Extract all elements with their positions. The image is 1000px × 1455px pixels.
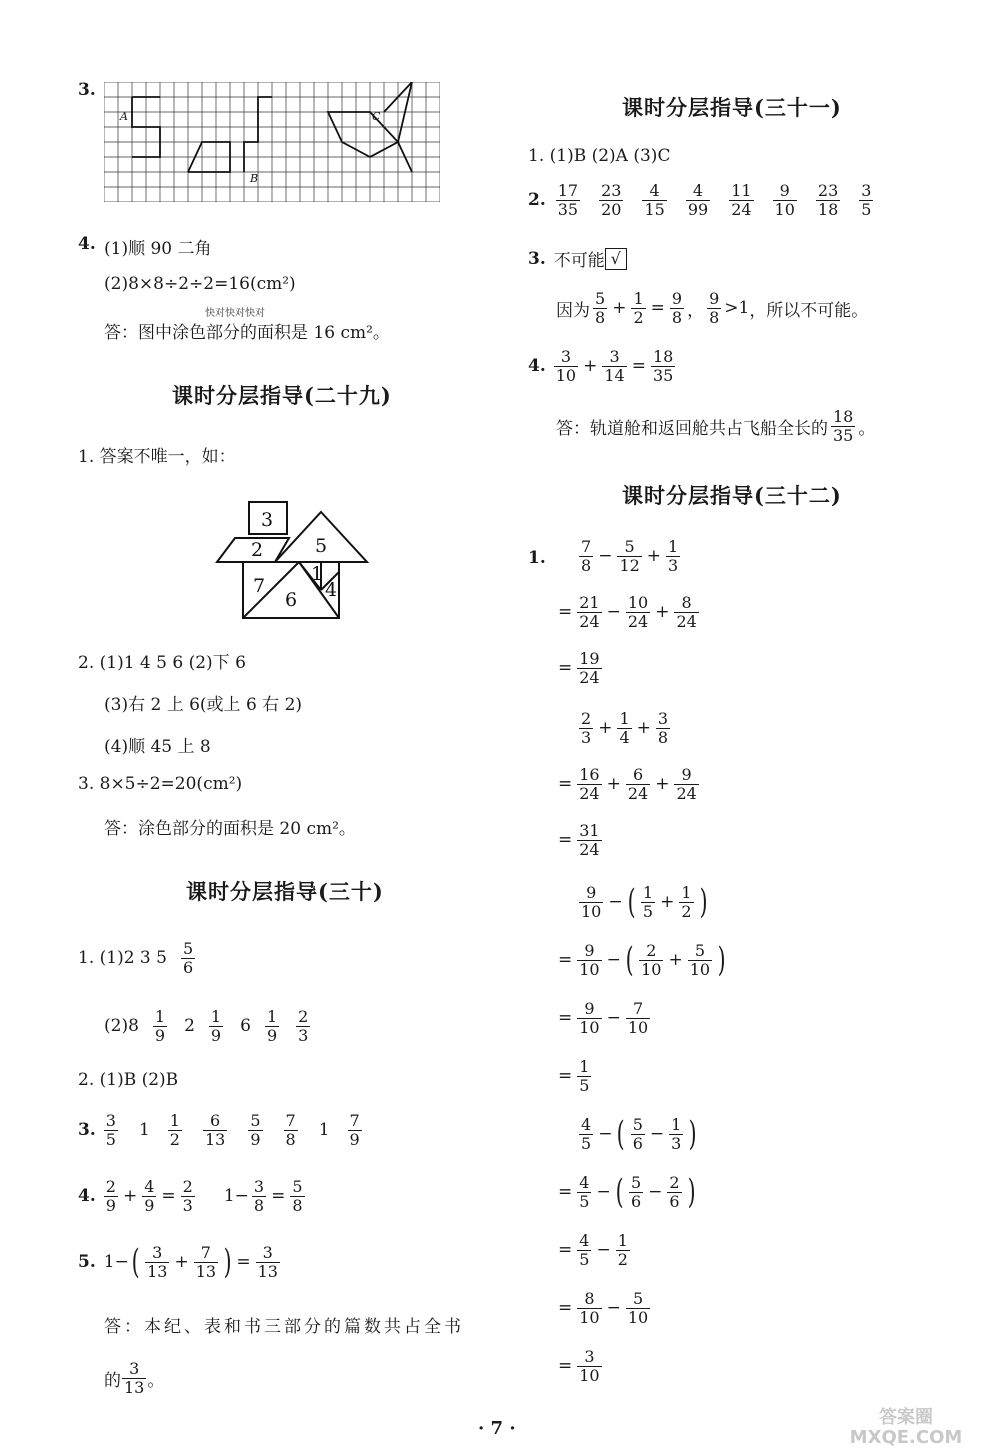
section-31-header: 课时分层指导(三十一) — [622, 95, 842, 120]
operator: = — [161, 1186, 176, 1207]
s30-q1-2-lead: (2)8 — [104, 1016, 139, 1037]
s32-step — [576, 710, 673, 746]
operator: − — [606, 602, 621, 623]
s30-q1-2-num: 2 — [184, 1016, 195, 1037]
fraction: $\frac{6}{13}$ — [204, 1111, 226, 1149]
operator: + — [606, 774, 621, 795]
fraction: $\frac{2}{3}$ — [298, 1007, 309, 1045]
watermark-logo: 答案圈 MXQE.COM — [849, 1407, 963, 1448]
operator: = — [558, 1008, 573, 1029]
operator: + — [668, 950, 683, 971]
s32-q1-label: 1. — [528, 548, 546, 568]
fraction: $\frac{19}{24}$ — [579, 649, 600, 687]
s29-q2-3: (3)右 2 上 6(或上 6 右 2) — [104, 695, 303, 715]
fraction: $\frac{9}{10}$ — [579, 941, 600, 979]
s32-step — [576, 538, 683, 574]
s31-q3-gt: >1 — [724, 298, 750, 319]
operator: = — [558, 1066, 573, 1087]
grid-label-a: A — [120, 110, 128, 123]
operator: + — [646, 546, 662, 567]
fraction: $\frac{9}{10}$ — [579, 999, 600, 1037]
grid-label-b: B — [250, 172, 259, 185]
operator: + — [583, 356, 598, 377]
fraction: $\frac{9}{8}$ — [709, 289, 720, 327]
fraction: $\frac{1}{2}$ — [169, 1111, 180, 1149]
s31-q1: 1. (1)B (2)A (3)C — [528, 146, 671, 166]
paren: ) — [223, 1242, 232, 1283]
fraction: $\frac{23}{18}$ — [817, 181, 839, 219]
fraction: $\frac{2}{10}$ — [641, 941, 662, 979]
s32-step — [556, 1000, 653, 1036]
s29-q2-4: (4)顺 45 上 8 — [104, 737, 211, 757]
s31-q4-label: 4. — [528, 356, 546, 377]
s32-step — [556, 1348, 605, 1384]
fraction: $\frac{1}{5}$ — [579, 1057, 590, 1095]
tangram-piece-1: 1 — [311, 563, 324, 585]
fraction: $\frac{21}{24}$ — [579, 593, 600, 631]
fraction: $\frac{4}{5}$ — [581, 1115, 592, 1153]
paren: ) — [687, 1172, 696, 1213]
paren: ) — [688, 1114, 697, 1155]
fraction: $\frac{3}{13}$ — [257, 1243, 278, 1281]
fraction: $\frac{1}{4}$ — [619, 709, 630, 747]
fraction: $\frac{4}{15}$ — [644, 181, 665, 219]
s31-q2-label: 2. — [528, 190, 546, 211]
operator: + — [655, 602, 670, 623]
fraction: $\frac{6}{24}$ — [627, 765, 649, 803]
fraction: $\frac{1}{2}$ — [633, 289, 644, 327]
fraction: $\frac{3}{13}$ — [147, 1243, 168, 1281]
fraction: $\frac{7}{8}$ — [581, 537, 592, 575]
operator: − — [596, 1182, 611, 1203]
fraction: $\frac{5}{8}$ — [292, 1177, 303, 1215]
operator: + — [612, 298, 627, 319]
s31-q3-label: 3. — [528, 248, 546, 269]
s31-q4 — [528, 348, 678, 384]
fraction: $\frac{1}{2}$ — [617, 1231, 628, 1269]
s32-step — [556, 1232, 633, 1268]
fraction: $\frac{5}{8}$ — [595, 289, 606, 327]
operator: − — [606, 1008, 621, 1029]
question-3-label: 3. — [78, 80, 96, 100]
question-4-label: 4. — [78, 234, 96, 254]
operator: = — [236, 1252, 251, 1273]
fraction: $\frac{11}{24}$ — [731, 181, 752, 219]
operator: = — [558, 1356, 573, 1377]
paren: ( — [617, 1114, 626, 1155]
fraction: $\frac{2}{9}$ — [105, 1177, 116, 1215]
fraction: $\frac{1}{9}$ — [266, 1007, 278, 1045]
fraction: $\frac{18}{35}$ — [833, 407, 854, 445]
fraction: $\frac{9}{10}$ — [774, 181, 795, 219]
q4-line2: (2)8×8÷2÷2=16(cm²) — [104, 274, 296, 294]
paren: ) — [717, 940, 726, 981]
fraction: $\frac{5}{6}$ — [630, 1173, 642, 1211]
s31-q3-reason-mid: ， — [687, 300, 705, 321]
tangram-piece-3: 3 — [261, 509, 274, 531]
s30-q5-answer-b — [104, 1360, 164, 1396]
fraction: $\frac{3}{10}$ — [579, 1347, 600, 1385]
s31-q4-answer — [556, 408, 875, 444]
fraction: $\frac{1}{9}$ — [154, 1007, 166, 1045]
paren: ( — [131, 1242, 140, 1283]
grid-figure — [104, 82, 440, 202]
operator: = — [558, 1298, 573, 1319]
fraction: $\frac{5}{10}$ — [689, 941, 711, 979]
fraction: $\frac{18}{35}$ — [652, 347, 674, 385]
fraction: $\frac{7}{9}$ — [349, 1111, 360, 1149]
fraction: $\frac{9}{8}$ — [671, 289, 683, 327]
s32-step — [556, 650, 605, 686]
s31-q3 — [528, 246, 627, 271]
operator: − — [596, 1240, 611, 1261]
fraction: $\frac{4}{99}$ — [687, 181, 709, 219]
check-icon: √ — [605, 248, 627, 270]
s30-q4-eq2-lead: 1− — [223, 1186, 249, 1207]
operator: − — [648, 1182, 663, 1203]
operator: − — [606, 950, 621, 971]
fraction: $\frac{5}{9}$ — [250, 1111, 261, 1149]
s32-step — [556, 1290, 653, 1326]
s30-q1-1 — [78, 940, 198, 976]
tangram-piece-5: 5 — [315, 535, 328, 557]
fraction: $\frac{7}{8}$ — [285, 1111, 296, 1149]
fraction: $\frac{5}{12}$ — [619, 537, 640, 575]
tangram-piece-2: 2 — [251, 539, 264, 561]
s32-step — [556, 1058, 594, 1094]
s32-step — [576, 1114, 700, 1155]
s31-q2 — [528, 182, 876, 218]
fraction: $\frac{1}{3}$ — [671, 1115, 682, 1153]
section-32-header: 课时分层指导(三十二) — [622, 483, 842, 508]
s30-q4-label: 4. — [78, 1186, 96, 1207]
s30-q1-2-num: 6 — [240, 1016, 251, 1037]
s31-q3-reason — [556, 290, 868, 326]
operator: = — [271, 1186, 286, 1207]
q4-answer: 答：图中涂色部分的面积是 16 cm²。 — [104, 323, 390, 343]
fraction: $\frac{23}{20}$ — [601, 181, 622, 219]
operator: − — [598, 546, 613, 567]
s30-q5-label: 5. — [78, 1252, 96, 1273]
fraction: $\frac{17}{35}$ — [557, 181, 579, 219]
s32-step — [556, 822, 605, 858]
s31-q4-answer-text: 答：轨道舱和返回舱共占飞船全长的 — [556, 418, 828, 439]
page-number: · 7 · — [478, 1418, 516, 1439]
s31-q3-reason-pre: 因为 — [556, 300, 590, 321]
s32-step — [556, 940, 728, 981]
s30-q3-int: 1 — [138, 1120, 150, 1141]
operator: = — [558, 1240, 573, 1261]
s30-q2: 2. (1)B (2)B — [78, 1070, 179, 1090]
operator: + — [598, 718, 613, 739]
fraction: $\frac{16}{24}$ — [579, 765, 600, 803]
operator: = — [558, 602, 573, 623]
tangram-house — [215, 500, 375, 625]
s29-q1: 1. 答案不唯一，如： — [78, 447, 236, 467]
paren: ) — [699, 882, 708, 923]
operator: = — [558, 658, 573, 679]
operator: + — [122, 1186, 138, 1207]
fraction: $\frac{3}{8}$ — [253, 1177, 265, 1215]
s29-q3: 3. 8×5÷2=20(cm²) — [78, 774, 243, 794]
fraction: $\frac{5}{10}$ — [627, 1289, 649, 1327]
fraction: $\frac{3}{10}$ — [555, 347, 577, 385]
fraction: $\frac{1}{5}$ — [642, 883, 654, 921]
paren: ( — [615, 1172, 624, 1213]
operator: = — [558, 1182, 573, 1203]
fraction: $\frac{9}{10}$ — [581, 883, 602, 921]
s30-q1-2 — [104, 1008, 313, 1044]
s32-step — [556, 594, 702, 630]
s32-step — [556, 1172, 698, 1213]
fraction: $\frac{5}{6}$ — [632, 1115, 643, 1153]
operator: − — [608, 892, 623, 913]
s32-step — [556, 766, 702, 802]
tangram-piece-4: 4 — [325, 579, 338, 601]
fraction: $\frac{2}{3}$ — [182, 1177, 193, 1215]
fraction: $\frac{31}{24}$ — [579, 821, 600, 859]
s30-q3-label: 3. — [78, 1120, 96, 1141]
q4-scribble: 快对快对快对 — [205, 308, 265, 319]
s29-q3-answer: 答：涂色部分的面积是 20 cm²。 — [104, 819, 356, 839]
paren: ( — [625, 940, 634, 981]
operator: − — [606, 1298, 621, 1319]
section-29-header: 课时分层指导(二十九) — [172, 383, 392, 408]
operator: + — [655, 774, 670, 795]
tangram-piece-6: 6 — [285, 589, 298, 611]
fraction: $\frac{8}{24}$ — [676, 593, 697, 631]
s30-q3-int: 1 — [318, 1120, 330, 1141]
fraction: $\frac{2}{3}$ — [581, 709, 592, 747]
operator: = — [558, 774, 573, 795]
fraction: $\frac{3}{5}$ — [105, 1111, 116, 1149]
s32-step — [576, 882, 710, 923]
section-30-header: 课时分层指导(三十) — [186, 879, 384, 904]
s30-q5 — [78, 1242, 283, 1283]
q4-line1: (1)顺 90 二角 — [104, 239, 212, 259]
fraction: $\frac{9}{24}$ — [676, 765, 697, 803]
s30-q1-1-text: 1. (1)2 3 5 — [78, 948, 167, 969]
operator: − — [649, 1124, 665, 1145]
s31-q3-text: 不可能 — [553, 251, 605, 271]
fraction: $\frac{4}{5}$ — [579, 1231, 590, 1269]
s30-q5-answer-b-post: 。 — [147, 1370, 165, 1391]
fraction: $\frac{4}{5}$ — [579, 1173, 590, 1211]
operator: = — [631, 356, 646, 377]
s29-q2-1: 2. (1)1 4 5 6 (2)下 6 — [78, 653, 246, 673]
fraction: $\frac{1}{3}$ — [668, 537, 679, 575]
s30-q5-lead: 1− — [103, 1252, 129, 1273]
fraction: $\frac{5}{6}$ — [182, 939, 194, 977]
fraction: $\frac{2}{6}$ — [669, 1173, 680, 1211]
operator: + — [174, 1252, 189, 1273]
fraction: $\frac{3}{5}$ — [861, 181, 872, 219]
fraction: $\frac{3}{8}$ — [657, 709, 669, 747]
s30-q5-answer-a: 答：本纪、表和书三部分的篇数共占全书 — [104, 1317, 464, 1337]
fraction: $\frac{7}{13}$ — [195, 1243, 217, 1281]
s31-q4-answer-end: 。 — [858, 418, 876, 439]
operator: = — [650, 298, 665, 319]
paren: ( — [627, 882, 636, 923]
fraction: $\frac{10}{24}$ — [627, 593, 649, 631]
operator: = — [558, 950, 573, 971]
fraction: $\frac{7}{10}$ — [627, 999, 649, 1037]
s31-q3-reason-post: ，所以不可能。 — [749, 300, 869, 321]
s30-q3 — [78, 1112, 365, 1148]
fraction: $\frac{1}{2}$ — [681, 883, 692, 921]
operator: = — [558, 830, 573, 851]
fraction: $\frac{1}{9}$ — [210, 1007, 222, 1045]
fraction: $\frac{3}{14}$ — [604, 347, 625, 385]
grid-label-c: C — [372, 110, 381, 123]
fraction: $\frac{3}{13}$ — [124, 1359, 145, 1397]
s30-q4 — [78, 1178, 308, 1214]
operator: + — [660, 892, 675, 913]
fraction: $\frac{4}{9}$ — [144, 1177, 155, 1215]
tangram-piece-7: 7 — [253, 575, 266, 597]
operator: + — [636, 718, 651, 739]
operator: − — [598, 1124, 613, 1145]
fraction: $\frac{8}{10}$ — [579, 1289, 600, 1327]
s30-q5-answer-b-pre: 的 — [104, 1370, 121, 1391]
